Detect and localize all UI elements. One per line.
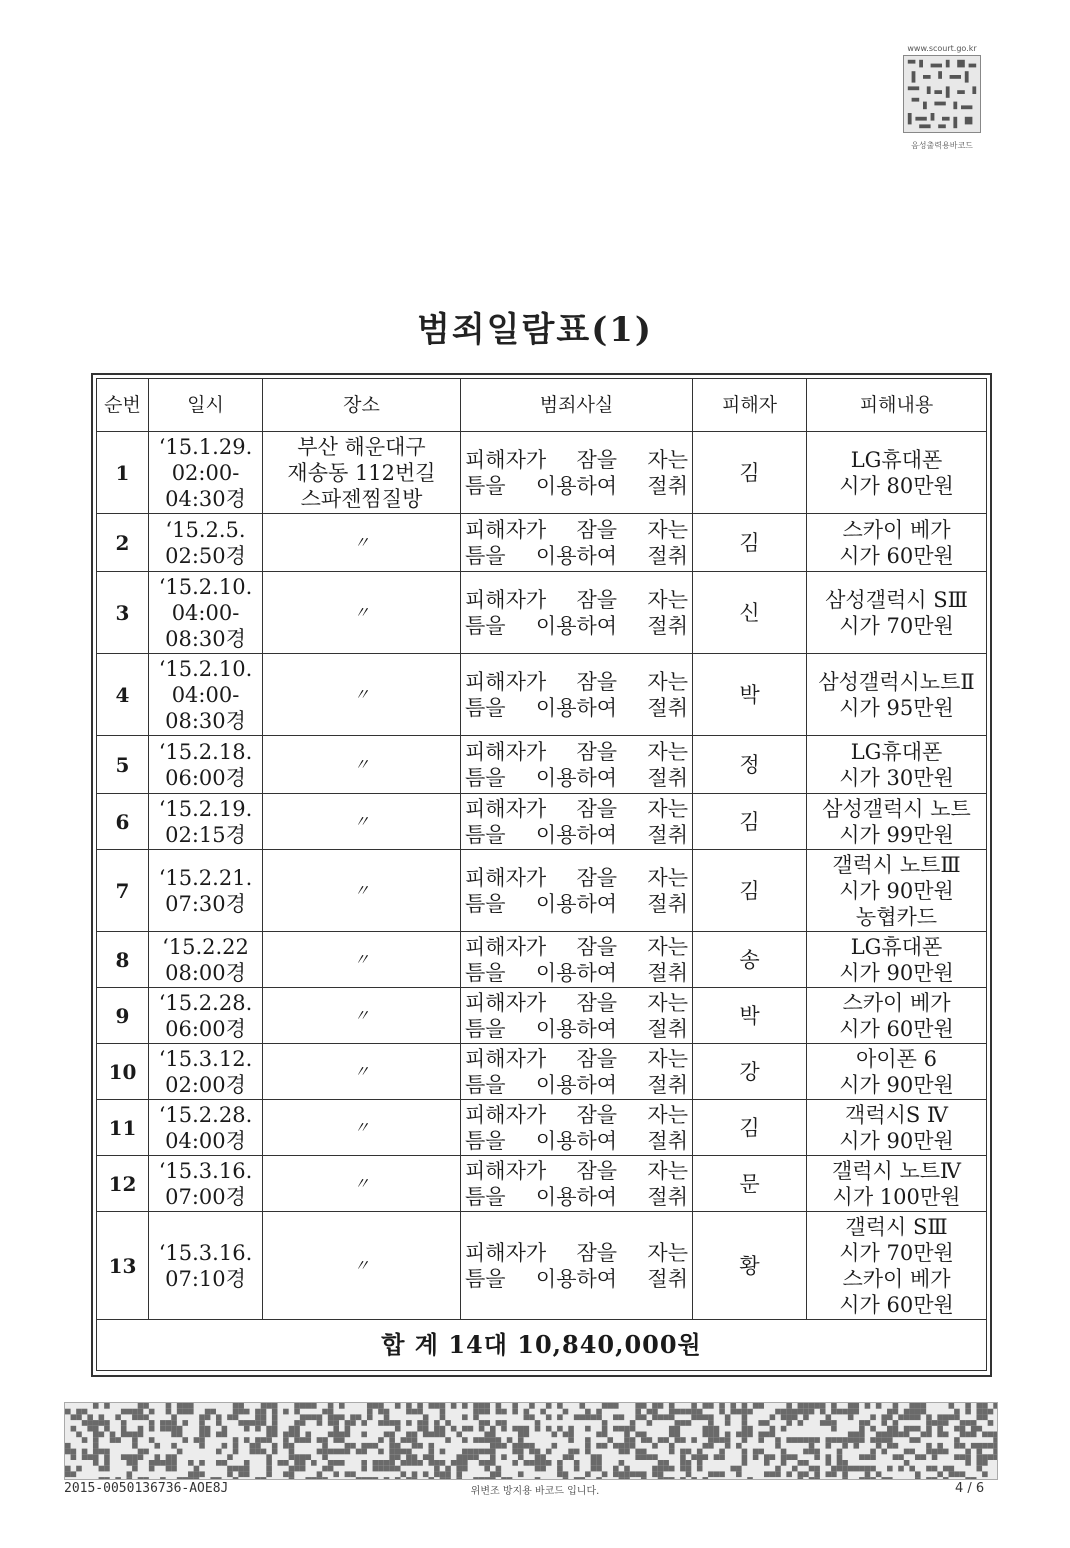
row-place-line: 부산 해운대구 (297, 434, 426, 459)
row-victim: 김 (693, 1100, 807, 1156)
row-victim: 김 (693, 514, 807, 572)
row-victim: 김 (693, 794, 807, 850)
row-damage (807, 1156, 987, 1212)
row-date (149, 654, 263, 736)
row-fact-line: 틈을 이용하여 절취 (465, 1016, 688, 1041)
row-damage (807, 850, 987, 932)
row-damage (807, 1212, 987, 1320)
row-damage-line: 갤럭시 노트Ⅲ (832, 852, 961, 877)
row-damage (807, 1100, 987, 1156)
row-date (149, 514, 263, 572)
court-url: www.scourt.go.kr (907, 44, 977, 53)
row-victim: 김 (693, 432, 807, 514)
row-date-line: ‘15.2.5. (165, 517, 246, 542)
row-damage-line: 스카이 베가 (842, 517, 951, 542)
row-date (149, 932, 263, 988)
row-number: 8 (97, 932, 149, 988)
row-date-line: 04:00- (171, 600, 240, 625)
table-row (97, 1156, 987, 1212)
row-damage-line: 갤럭시 노트Ⅳ (831, 1158, 962, 1183)
row-number: 12 (97, 1156, 149, 1212)
row-fact (461, 514, 693, 572)
row-place-line: 〃 (353, 1173, 370, 1193)
row-date-line: 04:00- (171, 682, 240, 707)
row-damage-line: 농협카드 (855, 904, 938, 929)
anti-forgery-note: 위변조 방지용 바코드 입니다. (470, 1486, 600, 1497)
table-row (97, 850, 987, 932)
row-date-line: ‘15.2.19. (158, 796, 253, 821)
row-damage (807, 932, 987, 988)
row-damage (807, 988, 987, 1044)
table-row (97, 932, 987, 988)
crime-list-table (96, 378, 987, 1371)
row-number: 3 (97, 572, 149, 654)
row-date-line: ‘15.2.22 (162, 934, 249, 959)
row-place-line: 〃 (353, 880, 370, 900)
row-fact-line: 피해자가 잠을 자는 (465, 517, 688, 542)
qr-code-icon (903, 55, 981, 133)
row-fact-line: 피해자가 잠을 자는 (465, 739, 688, 764)
row-date-line: ‘15.3.12. (158, 1046, 253, 1071)
row-number: 13 (97, 1212, 149, 1320)
row-place (263, 1212, 461, 1320)
row-date (149, 1100, 263, 1156)
row-date (149, 1044, 263, 1100)
row-damage (807, 514, 987, 572)
row-damage-line: 객럭시S Ⅳ (845, 1102, 948, 1127)
row-fact (461, 1100, 693, 1156)
table-row (97, 1044, 987, 1100)
total-row (97, 1320, 987, 1371)
row-fact (461, 850, 693, 932)
row-fact (461, 988, 693, 1044)
row-fact-line: 피해자가 잠을 자는 (465, 934, 688, 959)
row-fact-line: 틈을 이용하여 절취 (465, 543, 688, 568)
row-place (263, 850, 461, 932)
row-date (149, 572, 263, 654)
row-damage (807, 572, 987, 654)
row-fact-line: 피해자가 잠을 자는 (465, 587, 688, 612)
table-header-row (97, 379, 987, 432)
row-date-line: 07:10경 (165, 1266, 246, 1291)
page-number: 4 / 6 (955, 1481, 985, 1496)
row-place (263, 736, 461, 794)
row-date-line: ‘15.1.29. (158, 434, 253, 459)
row-fact-line: 피해자가 잠을 자는 (465, 669, 688, 694)
row-number: 5 (97, 736, 149, 794)
qr-block (900, 44, 984, 151)
row-date (149, 432, 263, 514)
row-date-line: 02:00경 (165, 1072, 246, 1097)
row-fact-line: 피해자가 잠을 자는 (465, 865, 688, 890)
row-fact (461, 932, 693, 988)
row-damage-line: 시가 70만원 (839, 1240, 954, 1265)
row-date (149, 794, 263, 850)
row-date-line: 06:00경 (165, 1016, 246, 1041)
row-damage-line: 시가 30만원 (839, 765, 954, 790)
row-date (149, 1212, 263, 1320)
row-place-line: 〃 (353, 684, 370, 704)
row-damage-line: 삼성갤럭시 SⅢ (825, 587, 968, 612)
row-place (263, 1156, 461, 1212)
row-fact-line: 피해자가 잠을 자는 (465, 447, 688, 472)
qr-caption: 음성출력용바코드 (911, 141, 973, 150)
row-damage-line: LG휴대폰 (850, 447, 943, 472)
row-date-line: ‘15.2.10. (158, 574, 253, 599)
row-damage-line: 아이폰 6 (856, 1046, 937, 1071)
row-place (263, 794, 461, 850)
row-damage-line: 시가 80만원 (839, 473, 954, 498)
row-fact-line: 틈을 이용하여 절취 (465, 765, 688, 790)
table-row (97, 432, 987, 514)
table-row (97, 988, 987, 1044)
row-place (263, 432, 461, 514)
row-date (149, 988, 263, 1044)
row-damage-line: 시가 90만원 (839, 878, 954, 903)
row-place-line: 〃 (353, 1005, 370, 1025)
row-fact-line: 틈을 이용하여 절취 (465, 1128, 688, 1153)
row-victim: 문 (693, 1156, 807, 1212)
row-place (263, 654, 461, 736)
row-fact (461, 794, 693, 850)
row-damage-line: 시가 60만원 (839, 543, 954, 568)
row-date-line: ‘15.3.16. (158, 1158, 253, 1183)
row-damage (807, 736, 987, 794)
table-row (97, 572, 987, 654)
row-number: 4 (97, 654, 149, 736)
row-date-line: 06:00경 (165, 765, 246, 790)
row-place (263, 988, 461, 1044)
row-damage-line: 시가 90만원 (839, 960, 954, 985)
row-date-line: 07:30경 (165, 891, 246, 916)
table-row (97, 736, 987, 794)
row-date-line: ‘15.2.10. (158, 656, 253, 681)
row-date-line: ‘15.2.28. (158, 1102, 253, 1127)
row-victim: 정 (693, 736, 807, 794)
row-victim: 박 (693, 654, 807, 736)
row-fact (461, 572, 693, 654)
row-number: 7 (97, 850, 149, 932)
row-place (263, 572, 461, 654)
header-place: 장소 (263, 379, 461, 432)
row-date-line: 02:15경 (165, 822, 246, 847)
row-place (263, 514, 461, 572)
row-damage-line: 스카이 베가 (842, 1266, 951, 1291)
row-fact-line: 피해자가 잠을 자는 (465, 990, 688, 1015)
row-damage-line: 시가 90만원 (839, 1128, 954, 1153)
row-damage-line: 갤럭시 SⅢ (845, 1214, 948, 1239)
row-damage-line: 시가 60만원 (839, 1292, 954, 1317)
total-cell: 합 계 14대 10,840,000원 (97, 1320, 987, 1371)
header-fact: 범죄사실 (461, 379, 693, 432)
row-place-line: 〃 (353, 602, 370, 622)
row-fact (461, 1044, 693, 1100)
header-victim: 피해자 (693, 379, 807, 432)
row-fact-line: 피해자가 잠을 자는 (465, 796, 688, 821)
row-place-line: 재송동 112번길 (287, 460, 436, 485)
row-fact-line: 틈을 이용하여 절취 (465, 1266, 688, 1291)
row-date-line: 07:00경 (165, 1184, 246, 1209)
row-damage-line: LG휴대폰 (850, 934, 943, 959)
header-no: 순번 (97, 379, 149, 432)
row-place (263, 932, 461, 988)
row-date-line: ‘15.3.16. (158, 1240, 253, 1265)
row-fact-line: 틈을 이용하여 절취 (465, 613, 688, 638)
row-fact (461, 1156, 693, 1212)
row-fact-line: 틈을 이용하여 절취 (465, 473, 688, 498)
row-date-line: 02:50경 (165, 543, 246, 568)
row-date (149, 850, 263, 932)
row-number: 11 (97, 1100, 149, 1156)
row-damage-line: 시가 70만원 (839, 613, 954, 638)
row-place (263, 1044, 461, 1100)
row-place (263, 1100, 461, 1156)
row-fact-line: 틈을 이용하여 절취 (465, 1184, 688, 1209)
header-damage: 피해내용 (807, 379, 987, 432)
row-number: 2 (97, 514, 149, 572)
row-fact (461, 432, 693, 514)
row-fact-line: 틈을 이용하여 절취 (465, 822, 688, 847)
row-fact-line: 틈을 이용하여 절취 (465, 1072, 688, 1097)
barcode-icon (64, 1402, 998, 1480)
row-victim: 강 (693, 1044, 807, 1100)
row-number: 6 (97, 794, 149, 850)
row-damage-line: 시가 99만원 (839, 822, 954, 847)
row-date-line: ‘15.2.18. (158, 739, 253, 764)
row-date-line: ‘15.2.21. (158, 865, 253, 890)
row-damage-line: 시가 90만원 (839, 1072, 954, 1097)
row-damage (807, 1044, 987, 1100)
row-number: 1 (97, 432, 149, 514)
row-place-line: 〃 (353, 1255, 370, 1275)
row-fact-line: 틈을 이용하여 절취 (465, 960, 688, 985)
row-date-line: ‘15.2.28. (158, 990, 253, 1015)
table-row (97, 1212, 987, 1320)
row-victim: 황 (693, 1212, 807, 1320)
row-fact-line: 틈을 이용하여 절취 (465, 891, 688, 916)
row-victim: 송 (693, 932, 807, 988)
row-fact-line: 피해자가 잠을 자는 (465, 1158, 688, 1183)
page-title: 범죄일람표(1) (416, 310, 654, 350)
row-date (149, 1156, 263, 1212)
table-row (97, 654, 987, 736)
row-damage-line: 시가 100만원 (832, 1184, 961, 1209)
row-place-line: 〃 (353, 532, 370, 552)
row-place-line: 〃 (353, 754, 370, 774)
row-fact (461, 654, 693, 736)
row-date-line: 04:30경 (165, 486, 246, 511)
row-damage-line: 시가 95만원 (839, 695, 954, 720)
row-date (149, 736, 263, 794)
row-damage-line: 삼성갤럭시노트Ⅱ (818, 669, 975, 694)
row-damage-line: 삼성갤럭시 노트 (822, 796, 971, 821)
row-place-line: 〃 (353, 949, 370, 969)
row-fact (461, 1212, 693, 1320)
row-place-line: 〃 (353, 1061, 370, 1081)
row-damage (807, 794, 987, 850)
row-date-line: 08:30경 (165, 708, 246, 733)
row-place-line: 〃 (353, 1117, 370, 1137)
row-date-line: 02:00- (171, 460, 240, 485)
row-place-line: 스파젠찜질방 (300, 486, 423, 511)
document-id: 2015-0050136736-AOE8J (64, 1481, 229, 1496)
row-damage-line: LG휴대폰 (850, 739, 943, 764)
row-victim: 김 (693, 850, 807, 932)
row-place-line: 〃 (353, 811, 370, 831)
row-number: 9 (97, 988, 149, 1044)
row-victim: 박 (693, 988, 807, 1044)
row-fact-line: 틈을 이용하여 절취 (465, 695, 688, 720)
row-fact (461, 736, 693, 794)
row-damage (807, 432, 987, 514)
row-fact-line: 피해자가 잠을 자는 (465, 1046, 688, 1071)
row-fact-line: 피해자가 잠을 자는 (465, 1102, 688, 1127)
row-number: 10 (97, 1044, 149, 1100)
table-row (97, 514, 987, 572)
row-fact-line: 피해자가 잠을 자는 (465, 1240, 688, 1265)
row-victim: 신 (693, 572, 807, 654)
row-date-line: 08:30경 (165, 626, 246, 651)
row-date-line: 04:00경 (165, 1128, 246, 1153)
row-date-line: 08:00경 (165, 960, 246, 985)
row-damage (807, 654, 987, 736)
header-date: 일시 (149, 379, 263, 432)
row-damage-line: 스카이 베가 (842, 990, 951, 1015)
table-row (97, 794, 987, 850)
row-damage-line: 시가 60만원 (839, 1016, 954, 1041)
table-row (97, 1100, 987, 1156)
